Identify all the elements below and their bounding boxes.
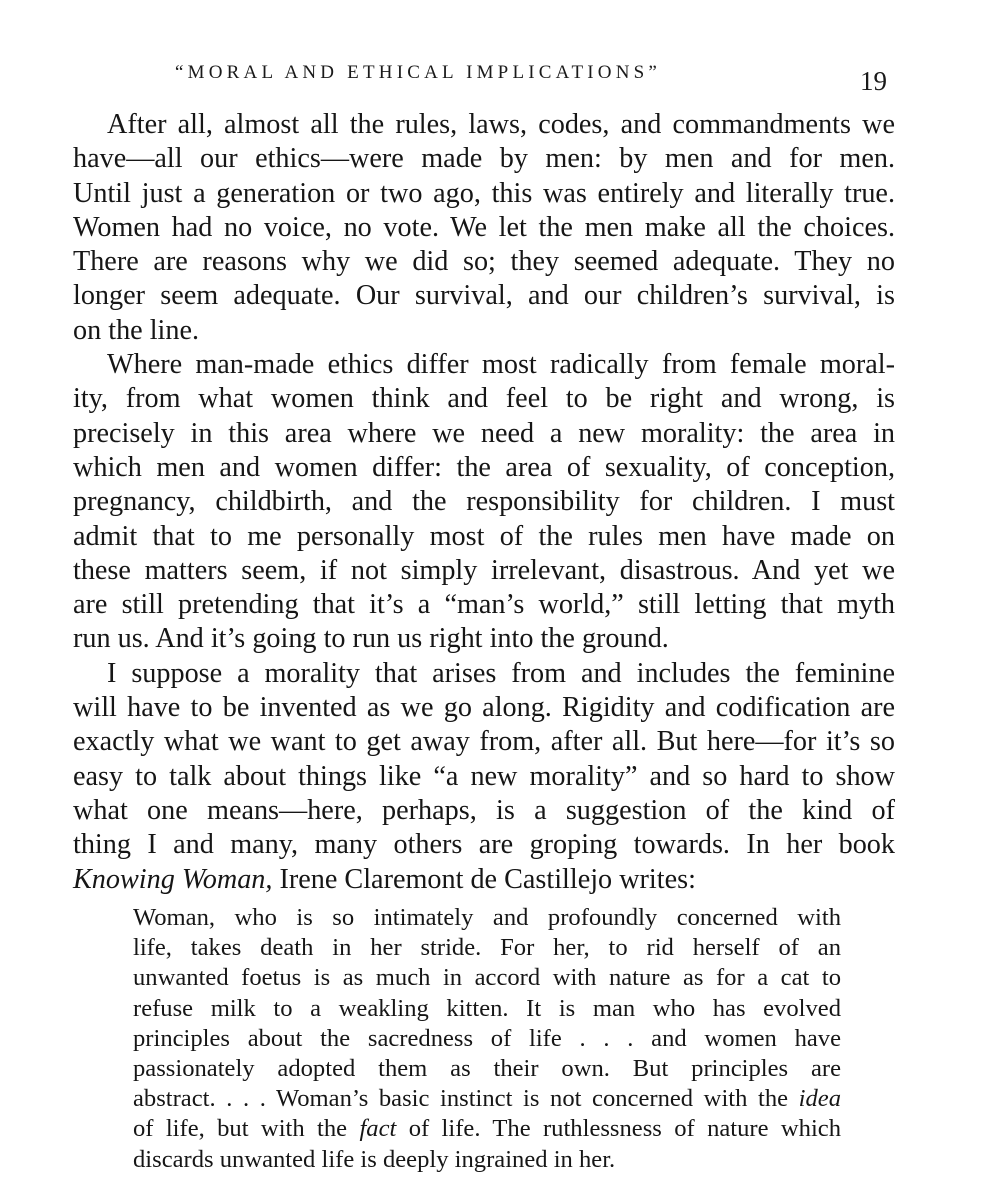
text-line: on the line. xyxy=(73,314,200,346)
quote-line: life, takes death in her stride. For her, to rid herself of an xyxy=(133,934,841,962)
text-fragment: of life. The ruthlessness of nature which xyxy=(396,1115,841,1143)
text-line: After all, almost all the rules, laws, codes, and commandments we xyxy=(107,109,895,140)
running-head-title: “MORAL AND ETHICAL IMPLICATIONS” xyxy=(175,62,662,83)
text-line: exactly what we want to get away from, after all. But here—for it’s so xyxy=(73,726,895,758)
text-line: ity, from what women think and feel to be right and wrong, is xyxy=(73,383,895,415)
block-quote xyxy=(133,903,841,1175)
emphasis-fact: fact xyxy=(359,1115,397,1143)
body-text xyxy=(73,108,895,897)
text-fragment: abstract. . . . Woman’s basic instinct is not concerned with the xyxy=(133,1085,799,1113)
quote-line: refuse milk to a weakling kitten. It is man who has evolved xyxy=(133,994,841,1022)
text-fragment: Irene Claremont de Castillejo writes: xyxy=(272,863,696,895)
text-line: longer seem adequate. Our survival, and our children’s survival, is xyxy=(73,280,895,312)
text-line: Until just a generation or two ago, this was entirely and literally true. xyxy=(73,177,895,209)
quote-line: discards unwanted life is deeply ingrained in her. xyxy=(133,1145,616,1173)
text-line: I suppose a morality that arises from and includes the feminine xyxy=(107,657,895,689)
quote-line xyxy=(133,1114,841,1144)
page-number: 19 xyxy=(860,66,887,96)
text-line: run us. And it’s going to run us right into the ground. xyxy=(73,623,669,655)
text-line: pregnancy, childbirth, and the responsibility for children. I must xyxy=(73,486,895,518)
text-line: are still pretending that it’s a “man’s world,” still letting that myth xyxy=(73,589,895,621)
book-title: Knowing Woman, xyxy=(73,863,273,895)
text-line xyxy=(73,863,895,897)
text-fragment: of life, but with the xyxy=(133,1115,360,1143)
quote-line: unwanted foetus is as much in accord with nature as for a cat to xyxy=(133,964,841,992)
emphasis-idea: idea xyxy=(798,1085,841,1113)
quote-line: passionately adopted them as their own. But principles are xyxy=(133,1055,841,1083)
quote-line xyxy=(133,1084,841,1114)
paragraph-3 xyxy=(73,657,895,897)
quote-line: principles about the sacredness of life . . . and women have xyxy=(133,1024,841,1052)
text-line: these matters seem, if not simply irrelevant, disastrous. And yet we xyxy=(73,554,895,586)
text-line: what one means—here, perhaps, is a suggestion of the kind of xyxy=(73,794,895,826)
text-line: which men and women differ: the area of sexuality, of conception, xyxy=(73,451,895,483)
paragraph-2 xyxy=(73,348,895,657)
paragraph-1 xyxy=(73,108,895,348)
text-line: have—all our ethics—were made by men: by men and for men. xyxy=(73,143,895,175)
quote-line: Woman, who is so intimately and profoundly concerned with xyxy=(133,904,841,931)
text-line: Where man-made ethics differ most radically from female moral- xyxy=(107,349,895,381)
text-line: There are reasons why we did so; they seemed adequate. They no xyxy=(73,246,895,278)
text-line: admit that to me personally most of the rules men have made on xyxy=(73,520,895,552)
text-line: will have to be invented as we go along. Rigidity and codification are xyxy=(73,692,895,724)
text-line: easy to talk about things like “a new morality” and so hard to show xyxy=(73,760,895,792)
text-line: thing I and many, many others are groping towards. In her book xyxy=(73,829,895,861)
text-line: precisely in this area where we need a new morality: the area in xyxy=(73,417,895,449)
text-line: Women had no voice, no vote. We let the men make all the choices. xyxy=(73,211,895,243)
